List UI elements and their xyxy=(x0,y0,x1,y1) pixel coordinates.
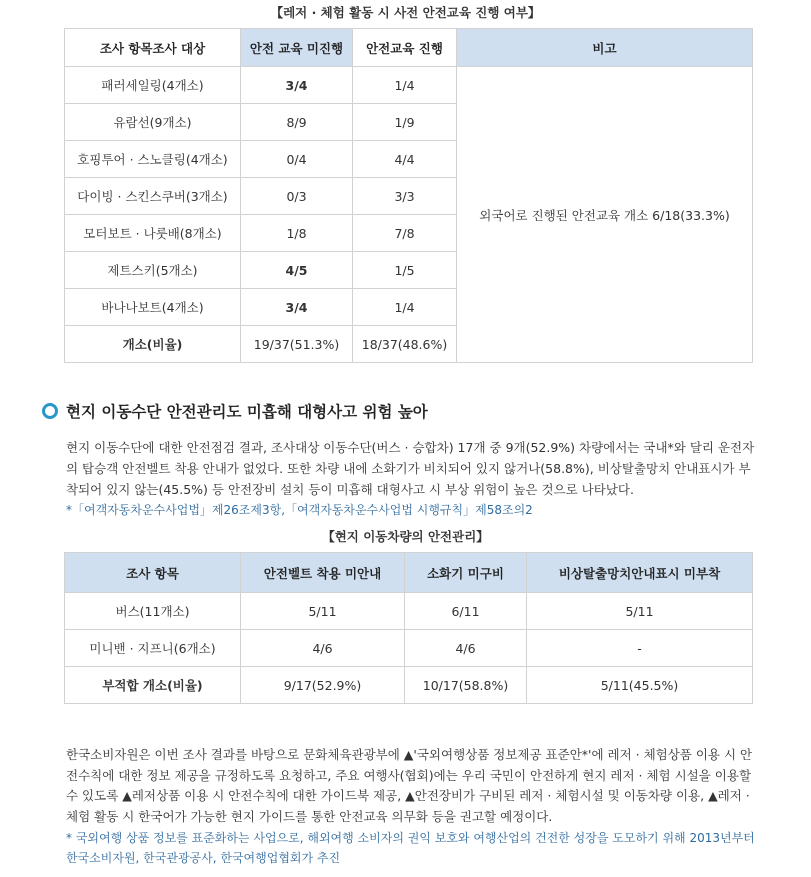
header-survey-item: 조사 항목조사 대상 xyxy=(65,29,241,67)
education-table xyxy=(64,28,753,363)
circle-bullet-icon xyxy=(42,403,58,419)
table-header-row xyxy=(65,553,753,593)
closing-footnote: * 국외여행 상품 정보를 표준화하는 사업으로, 해외여행 소비자의 권익 보호와 여행산업의 건전한 성장을 도모하기 위해 2013년부터 한국소비자원, 한국관광공사, 한국여행업협회가 추진 xyxy=(66,831,755,865)
cell-done: 3/3 xyxy=(353,178,457,215)
row-label: 모터보트 · 나룻배(8개소) xyxy=(65,215,241,252)
header-done: 안전교육 진행 xyxy=(353,29,457,67)
row-label: 다이빙 · 스킨스쿠버(3개소) xyxy=(65,178,241,215)
cell-extinguisher: 4/6 xyxy=(405,630,527,667)
cell-hammer-sign: - xyxy=(527,630,753,667)
total-not-done: 19/37(51.3%) xyxy=(241,326,353,363)
row-label: 바나나보트(4개소) xyxy=(65,289,241,326)
cell-not-done: 8/9 xyxy=(241,104,353,141)
header-seatbelt: 안전벨트 착용 미안내 xyxy=(241,553,405,593)
table-row xyxy=(65,67,753,104)
cell-not-done: 0/4 xyxy=(241,141,353,178)
section-paragraph: 현지 이동수단에 대한 안전점검 결과, 조사대상 이동수단(버스 · 승합차) 17개 중 9개(52.9%) 차량에서는 국내*와 달리 운전자의 탑승객 안전벨트 착용 안내가 없었다. 또한 차량 내에 소화기가 비치되어 있지 않거나(58.8%), 비상탈출망치 안내표시가 부착되어 있지 않는(45.5%) 등 안전장비 설치 등이 미흡해 대형사고 시 부상 위험이 높은 것으로 나타났다. xyxy=(66,440,755,497)
total-label: 개소(비율) xyxy=(65,326,241,363)
header-hammer-sign: 비상탈출망치안내표시 미부착 xyxy=(527,553,753,593)
vehicle-safety-table xyxy=(64,552,753,704)
total-extinguisher: 10/17(58.8%) xyxy=(405,667,527,704)
section-footnote: *「여객자동차운수사업법」제26조제3항,「여객자동차운수사업법 시행규칙」제58조의2 xyxy=(66,503,533,517)
section-title xyxy=(42,400,428,422)
total-label: 부적합 개소(비율) xyxy=(65,667,241,704)
section-title-text: 현지 이동수단 안전관리도 미흡해 대형사고 위험 높아 xyxy=(66,403,428,421)
header-not-done: 안전 교육 미진행 xyxy=(241,29,353,67)
cell-hammer-sign: 5/11 xyxy=(527,593,753,630)
cell-done: 1/5 xyxy=(353,252,457,289)
row-label: 패러세일링(4개소) xyxy=(65,67,241,104)
cell-seatbelt: 4/6 xyxy=(241,630,405,667)
table-row xyxy=(65,630,753,667)
header-note: 비고 xyxy=(457,29,753,67)
total-hammer-sign: 5/11(45.5%) xyxy=(527,667,753,704)
header-survey-item: 조사 항목 xyxy=(65,553,241,593)
cell-not-done: 3/4 xyxy=(241,67,353,104)
row-label: 버스(11개소) xyxy=(65,593,241,630)
table1-caption: 【레저 · 체험 활동 시 사전 안전교육 진행 여부】 xyxy=(270,5,541,20)
cell-done: 4/4 xyxy=(353,141,457,178)
note-cell: 외국어로 진행된 안전교육 개소 6/18(33.3%) xyxy=(457,67,753,363)
table-row xyxy=(65,593,753,630)
table-header-row xyxy=(65,29,753,67)
row-label: 호핑투어 · 스노클링(4개소) xyxy=(65,141,241,178)
cell-not-done: 0/3 xyxy=(241,178,353,215)
total-seatbelt: 9/17(52.9%) xyxy=(241,667,405,704)
header-extinguisher: 소화기 미구비 xyxy=(405,553,527,593)
cell-seatbelt: 5/11 xyxy=(241,593,405,630)
table2-caption: 【현지 이동차량의 안전관리】 xyxy=(322,529,489,544)
row-label: 미니밴 · 지프니(6개소) xyxy=(65,630,241,667)
cell-not-done: 4/5 xyxy=(241,252,353,289)
cell-not-done: 1/8 xyxy=(241,215,353,252)
cell-done: 1/4 xyxy=(353,67,457,104)
cell-done: 1/9 xyxy=(353,104,457,141)
row-label: 유람선(9개소) xyxy=(65,104,241,141)
table-total-row xyxy=(65,667,753,704)
cell-not-done: 3/4 xyxy=(241,289,353,326)
closing-paragraph: 한국소비자원은 이번 조사 결과를 바탕으로 문화체육관광부에 ▲'국외여행상품 정보제공 표준안*'에 레저 · 체험상품 이용 시 안전수칙에 대한 정보 제공을 규정하도록 요청하고, 주요 여행사(협회)에는 우리 국민이 안전하게 현지 레저 · 체험 시설을 이용할 수 있도록 ▲레저상품 이용 시 안전수칙에 대한 가이드북 제공, ▲안전장비가 구비된 레저 · 체험시설 및 이동차량 이용, ▲레저 · 체험 활동 시 한국어가 가능한 현지 가이드를 통한 안전교육 의무화 등을 권고할 예정이다. xyxy=(66,747,753,824)
row-label: 제트스키(5개소) xyxy=(65,252,241,289)
cell-done: 7/8 xyxy=(353,215,457,252)
total-done: 18/37(48.6%) xyxy=(353,326,457,363)
cell-done: 1/4 xyxy=(353,289,457,326)
cell-extinguisher: 6/11 xyxy=(405,593,527,630)
